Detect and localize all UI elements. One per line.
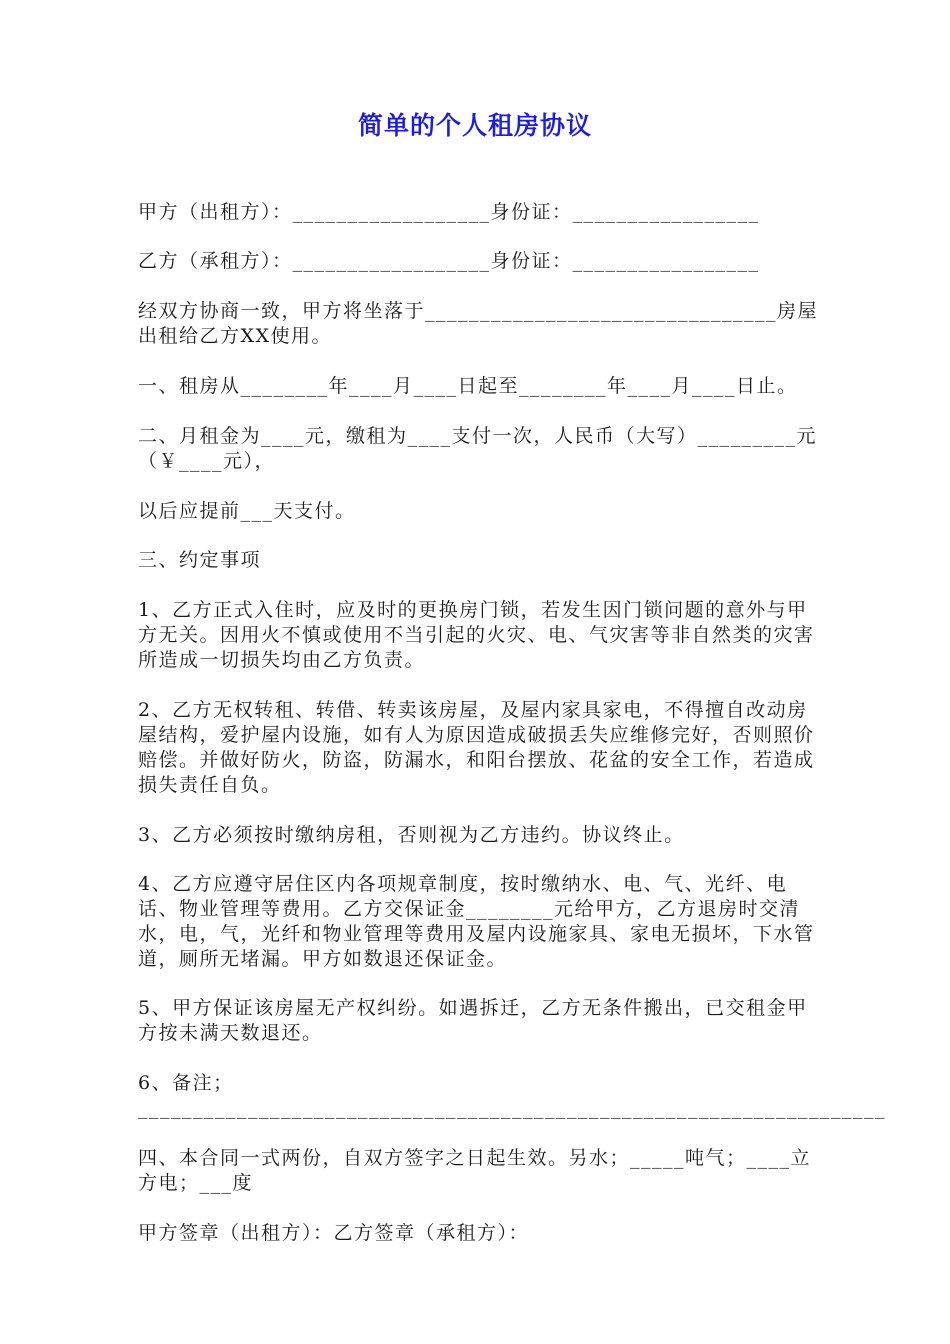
item-3: 3、乙方必须按时缴纳房租，否则视为乙方违约。协议终止。 bbox=[138, 824, 685, 846]
item-6-remarks: 6、备注；____________________________________________________________________ bbox=[138, 1072, 886, 1119]
party-a-line: 甲方（出租方）：__________________身份证：_________________ bbox=[138, 201, 760, 223]
document-title: 简单的个人租房协议 bbox=[357, 111, 592, 140]
clause-1-term: 一、租房从________年____月____日起至________年____月____日止。 bbox=[138, 375, 798, 397]
item-1: 1、乙方正式入住时，应及时的更换房门锁，若发生因门锁问题的意外与甲方无关。因用火不慎或使用不当引起的火灾、电、气灾害等非自然类的灾害所造成一切损失均由乙方负责。 bbox=[138, 599, 815, 671]
item-4: 4、乙方应遵守居住区内各项规章制度，按时缴纳水、电、气、光纤、电话、物业管理等费用。乙方交保证金________元给甲方，乙方退房时交清水，电，气，光纤和物业管理等费用及屋内设施家具、家电无损坏，下水管道，厕所无堵漏。甲方如数退还保证金。 bbox=[138, 873, 815, 970]
item-2: 2、乙方无权转租、转借、转卖该房屋，及屋内家具家电，不得擅自改动房屋结构，爱护屋内设施，如有人为原因造成破损丢失应维修完好，否则照价赔偿。并做好防火，防盗，防漏水，和阳台摆放、花盆的安全工作，若造成损失责任自负。 bbox=[138, 699, 815, 796]
item-5: 5、甲方保证该房屋无产权纠纷。如遇拆迁，乙方无条件搬出，已交租金甲方按未满天数退还。 bbox=[138, 997, 808, 1044]
clause-2-rent: 二、月租金为____元，缴租为____支付一次，人民币（大写）_________元（￥____元）， bbox=[138, 425, 818, 472]
party-b-line: 乙方（承租方）：__________________身份证：_________________ bbox=[138, 250, 760, 272]
property-clause: 经双方协商一致，甲方将坐落于________________________________房屋出租给乙方XX使用。 bbox=[138, 300, 819, 347]
advance-payment-line: 以后应提前___天支付。 bbox=[138, 500, 356, 522]
signature-line: 甲方签章（出租方）：乙方签章（承租方）： bbox=[138, 1222, 530, 1244]
section-3-heading: 三、约定事项 bbox=[138, 549, 262, 571]
section-4-clause: 四、本合同一式两份，自双方签字之日起生效。另水；_____吨气；____立方电；___度 bbox=[138, 1147, 812, 1194]
